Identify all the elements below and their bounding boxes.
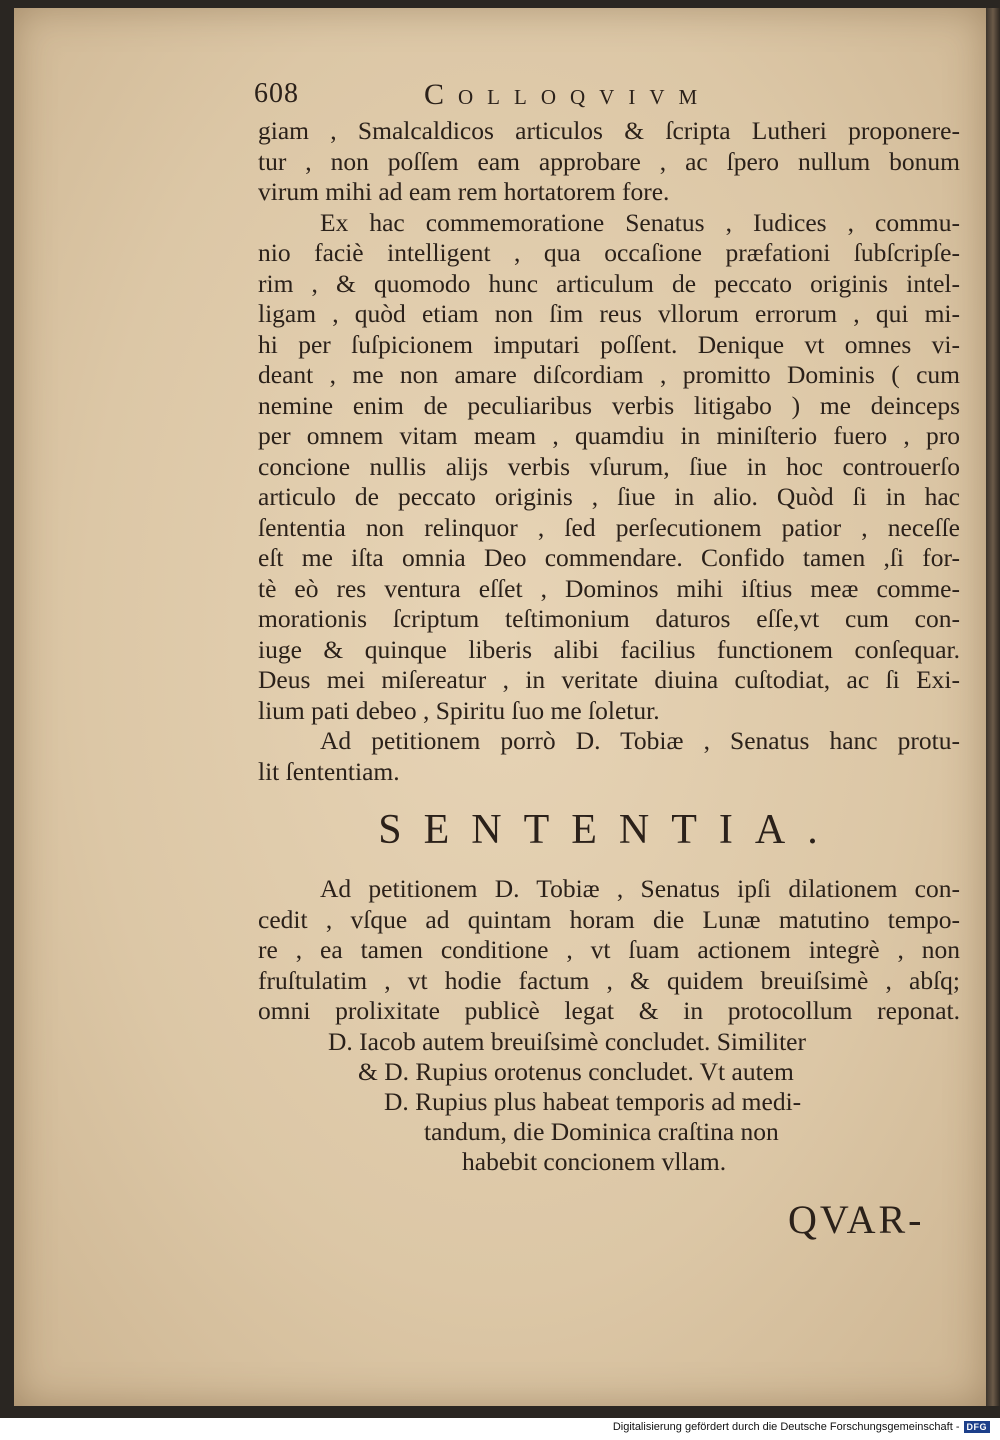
text-line: nemine enim de peculiaribus verbis litigabo ) me deinceps xyxy=(258,390,960,420)
text-line: Ad petitionem D. Tobiæ , Senatus ipſi dilationem con- xyxy=(320,874,960,903)
page-number: 608 xyxy=(254,78,299,109)
text-line: lium pati debeo , Spiritu ſuo me ſoletur. xyxy=(258,695,660,725)
text-line: giam , Smalcaldicos articulos & ſcripta Lutheri proponere- xyxy=(258,116,960,145)
text-line: ſententia non relinquor , ſed perſecutionem patior , neceſſe xyxy=(258,512,960,542)
taper-line: tandum, die Dominica craſtina non xyxy=(424,1117,779,1146)
text-line: omni prolixitate publicè legat & in protocollum reponat. xyxy=(258,996,960,1025)
taper-line: habebit concionem vllam. xyxy=(462,1147,727,1176)
taper-line: & D. Rupius orotenus concludet. Vt autem xyxy=(358,1057,794,1086)
text-line: virum mihi ad eam rem hortatorem fore. xyxy=(258,177,670,206)
section-title: SENTENTIA. xyxy=(378,807,840,853)
text-line: rim , & quomodo hunc articulum de peccato originis intel- xyxy=(258,268,960,298)
text-line: nio faciè intelligent , qua occaſione præfationi ſubſcripſe- xyxy=(258,238,960,267)
text-line: morationis ſcriptum teſtimonium daturos eſſe,vt cum con- xyxy=(258,604,960,633)
paragraph-sententia xyxy=(258,874,960,1027)
text-line: lit ſententiam. xyxy=(258,756,400,786)
digitization-credit xyxy=(613,1421,990,1433)
text-line: eſt me iſta omnia Deo commendare. Confido tamen ,ſi for- xyxy=(258,543,960,572)
taper-line: D. Rupius plus habeat temporis ad medi- xyxy=(384,1087,802,1116)
book-edge xyxy=(986,8,1000,1406)
text-line: iuge & quinque liberis alibi facilius functionem conſequar. xyxy=(258,634,960,664)
dfg-logo: DFG xyxy=(964,1421,991,1433)
text-line: tè eò res ventura eſſet , Dominos mihi iſtius meæ comme- xyxy=(258,573,960,603)
paragraph-continuation xyxy=(258,116,960,208)
text-line: articulo de peccato originis , ſiue in alio. Quòd ſi in hac xyxy=(258,482,960,511)
paragraph-commemoratio xyxy=(258,208,960,727)
text-line: concione nullis alijs verbis vſurum, ſiue in hoc controuerſo xyxy=(258,451,960,481)
credit-text: Digitalisierung gefördert durch die Deutsche Forschungsgemeinschaft - xyxy=(612,1421,960,1433)
text-line: deant , me non amare diſcordiam , promitto Dominis ( cum xyxy=(258,360,960,389)
text-line: tur , non poſſem eam approbare , ac ſpero nullum bonum xyxy=(258,146,960,176)
text-line: ligam , quòd etiam non ſim reus vllorum errorum , qui mi- xyxy=(258,299,960,328)
text-line: re , ea tamen conditione , vt ſuam actionem integrè , non xyxy=(258,935,960,964)
text-line: cedit , vſque ad quintam horam die Lunæ matutino tempo- xyxy=(258,904,960,934)
text-line: hi per ſuſpicionem imputari poſſent. Denique vt omnes vi- xyxy=(258,329,960,359)
text-line: Deus mei miſereatur , in veritate diuina cuſtodiat, ac ſi Exi- xyxy=(258,665,960,694)
running-head: Colloqvivm xyxy=(424,78,712,111)
paragraph-petitio xyxy=(258,726,960,787)
taper-line: D. Iacob autem breuiſsimè concludet. Similiter xyxy=(328,1027,806,1056)
text-line: Ad petitionem porrò D. Tobiæ , Senatus hanc protu- xyxy=(320,726,960,755)
catchword: QVAR- xyxy=(788,1197,925,1242)
text-line: Ex hac commemoratione Senatus , Iudices , commu- xyxy=(320,207,960,237)
text-line: per omnem vitam meam , quamdiu in miniſterio fuero , pro xyxy=(258,421,960,450)
text-line: fruſtulatim , vt hodie factum , & quidem breuiſsimè , abſq; xyxy=(258,965,960,995)
